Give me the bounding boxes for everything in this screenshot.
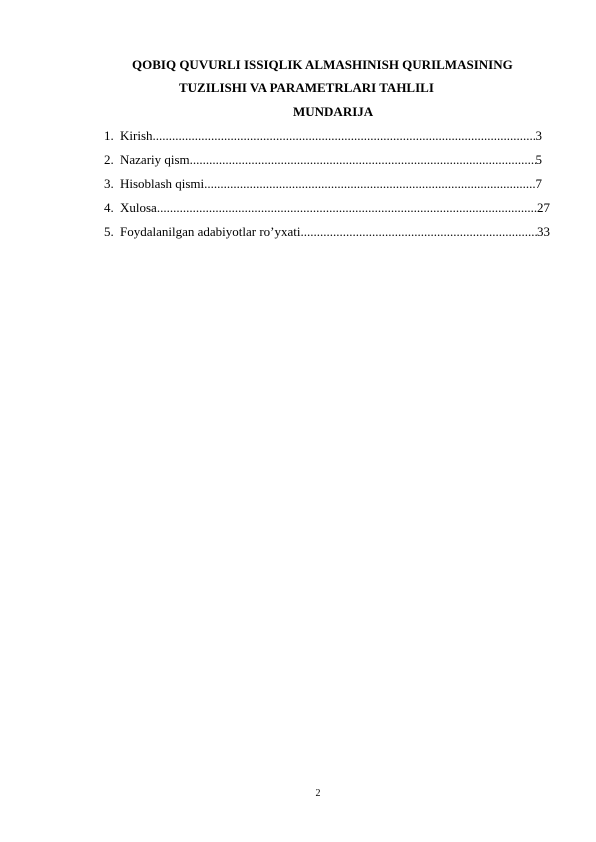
toc-entry-page: 27 — [537, 200, 550, 215]
toc-entry-number: 4. — [104, 200, 114, 215]
toc-entry-label: Xulosa — [120, 200, 157, 215]
toc-dot-leader — [204, 176, 535, 192]
table-of-contents — [104, 128, 550, 248]
toc-entry — [104, 224, 550, 248]
toc-entry-number: 1. — [104, 128, 114, 143]
toc-entry-page: 3 — [535, 128, 542, 143]
toc-entry — [104, 176, 542, 200]
toc-heading: MUNDARIJA — [293, 104, 374, 119]
document-title-line-1: QOBIQ QUVURLI ISSIQLIK ALMASHINISH QURILMASINING — [132, 57, 513, 72]
toc-entry-page: 5 — [535, 152, 542, 167]
toc-entry — [104, 152, 542, 176]
toc-entry-number: 3. — [104, 176, 114, 191]
toc-entry — [104, 200, 550, 224]
toc-dot-leader — [157, 200, 537, 216]
toc-dot-leader — [301, 224, 537, 240]
toc-entry-page: 33 — [537, 224, 550, 239]
toc-entry-number: 5. — [104, 224, 114, 239]
toc-entry-label: Foydalanilgan adabiyotlar ro’yxati — [120, 224, 301, 239]
toc-entry-label: Kirish — [120, 128, 153, 143]
toc-entry-label: Nazariy qism — [120, 152, 190, 167]
toc-entry-label: Hisoblash qismi — [120, 176, 205, 191]
toc-dot-leader — [190, 152, 536, 168]
page-number: 2 — [315, 788, 321, 799]
toc-entry — [104, 128, 542, 152]
document-title-line-2: TUZILISHI VA PARAMETRLARI TAHLILI — [179, 80, 434, 95]
toc-entry-number: 2. — [104, 152, 114, 167]
toc-entry-page: 7 — [535, 176, 542, 191]
toc-dot-leader — [153, 128, 536, 144]
